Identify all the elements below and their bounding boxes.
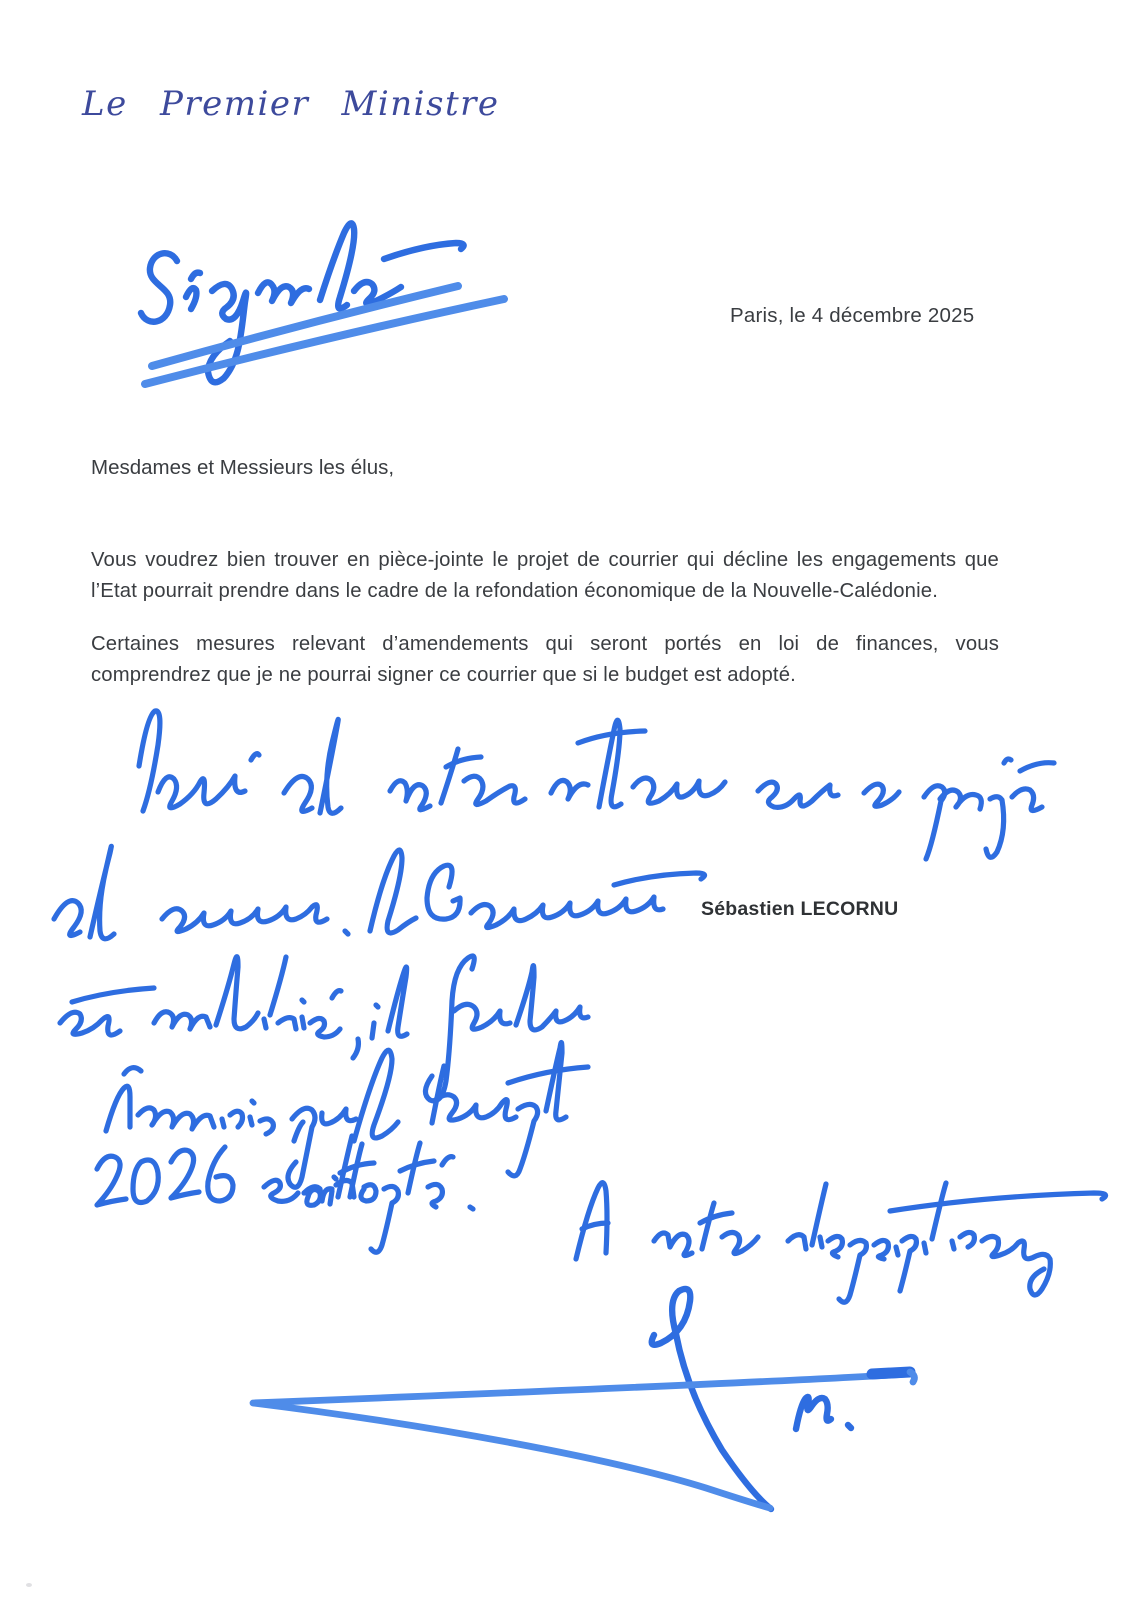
signer-name: Sébastien LECORNU [701, 898, 899, 920]
ink-stroke [848, 1425, 851, 1428]
ink-stroke [940, 790, 981, 809]
ink-stroke [332, 991, 341, 998]
ink-stroke [427, 865, 460, 919]
ink-stroke [54, 901, 81, 936]
ink-stroke [434, 1095, 516, 1120]
ink-stroke [154, 1012, 210, 1029]
ink-stroke [952, 1241, 954, 1249]
ink-stroke [310, 1018, 340, 1037]
ink-stroke [138, 1108, 214, 1129]
paragraph-2: Certaines mesures relevant d’amendements qui seront portés en loi de finances, vous comprendrez que je ne pourrai signer ce courrier que si le budget est adopté. [91, 633, 999, 686]
ink-stroke [353, 1039, 358, 1058]
ink-stroke [400, 1161, 434, 1171]
scan-artifact-dot [26, 1583, 32, 1587]
ink-stroke [191, 273, 200, 279]
ink-stroke [376, 1005, 378, 1007]
ink-stroke [446, 757, 481, 767]
signature [253, 1289, 914, 1509]
ink-stroke [722, 1232, 758, 1253]
ink-stroke [614, 873, 705, 885]
ink-stroke [454, 1004, 510, 1029]
ink-stroke [251, 754, 259, 760]
handwritten-note-line-2 [54, 846, 705, 939]
ink-stroke [820, 1237, 822, 1247]
handwritten-note-line-5 [97, 1122, 473, 1252]
ink-stroke [432, 1066, 444, 1123]
ink-stroke [633, 778, 725, 803]
ink-stroke [208, 284, 246, 382]
ink-stroke [408, 1143, 420, 1193]
ink-stroke [320, 223, 354, 308]
ink-stroke [900, 1236, 916, 1291]
ink-stroke [264, 1019, 266, 1028]
ink-stroke [302, 1017, 304, 1028]
ink-stroke [336, 1180, 354, 1197]
signale-stamp [141, 223, 504, 384]
ink-stroke [306, 1189, 320, 1205]
ink-stroke [932, 1183, 946, 1239]
ink-stroke [796, 1397, 831, 1429]
ink-stroke [508, 1067, 588, 1083]
ink-stroke [470, 1207, 473, 1209]
ink-stroke [258, 282, 309, 303]
ink-stroke [812, 1184, 826, 1245]
ink-stroke [1012, 789, 1042, 811]
ink-stroke [464, 776, 525, 804]
ink-stroke [162, 905, 327, 932]
ink-stroke [428, 1184, 442, 1207]
ink-stroke [302, 1000, 304, 1002]
ink-stroke [874, 1240, 888, 1259]
ink-stroke [652, 1289, 771, 1509]
ink-stroke [442, 1157, 453, 1165]
ink-stroke [345, 931, 348, 934]
ink-stroke [260, 1119, 273, 1134]
ink-stroke [508, 1104, 538, 1175]
ink-stroke [872, 1372, 910, 1374]
ink-stroke [390, 781, 430, 810]
ink-stroke [171, 1150, 199, 1198]
ink-stroke [322, 1109, 356, 1124]
ink-stroke [252, 1101, 254, 1103]
ink-stroke [384, 243, 464, 259]
ink-stroke [986, 797, 1004, 858]
handwritten-note-line-3 [60, 956, 588, 1101]
handwritten-note-line-6 [576, 1183, 1106, 1303]
ink-stroke [145, 299, 504, 384]
ink-stroke [372, 1023, 374, 1038]
ink-stroke [441, 749, 458, 803]
ink-stroke [250, 1117, 252, 1125]
ink-stroke [97, 1156, 126, 1205]
ink-stroke [230, 1111, 243, 1127]
ink-stroke [896, 1247, 898, 1255]
ink-stroke [304, 1187, 332, 1201]
ink-stroke [388, 967, 407, 1036]
ink-stroke [890, 1193, 1106, 1211]
ink-stroke [278, 1018, 296, 1029]
salutation: Mesdames et Messieurs les élus, [91, 456, 395, 479]
ink-stroke [828, 1236, 842, 1257]
ink-stroke [338, 1136, 352, 1197]
ink-stroke [1020, 763, 1054, 771]
ink-stroke [354, 1050, 398, 1141]
ink-stroke [133, 1160, 158, 1202]
ink-stroke [788, 1235, 806, 1249]
date-line: Paris, le 4 décembre 2025 [730, 304, 975, 327]
ink-stroke [576, 1183, 607, 1259]
ink-stroke [216, 957, 258, 1029]
ink-stroke [546, 1043, 566, 1120]
ink-stroke [354, 282, 401, 303]
ink-stroke [371, 1186, 398, 1252]
ink-stroke [425, 956, 474, 1101]
ink-stroke [253, 1374, 908, 1508]
ink-stroke [270, 957, 286, 1015]
ink-stroke [350, 1144, 362, 1197]
ink-stroke [1004, 759, 1011, 763]
ink-stroke [158, 776, 245, 808]
ink-stroke [516, 966, 588, 1030]
ink-stroke [330, 1191, 332, 1204]
ink-stroke [222, 1119, 224, 1127]
ink-stroke [139, 711, 160, 811]
ink-stroke [924, 1243, 926, 1253]
ink-stroke [839, 1240, 866, 1302]
ink-stroke [208, 1147, 233, 1201]
ink-stroke [284, 776, 312, 811]
ink-stroke [90, 846, 114, 939]
ink-stroke [72, 988, 154, 1002]
ink-stroke [141, 253, 177, 321]
ink-stroke [864, 784, 899, 806]
ink-stroke [599, 720, 621, 807]
ink-stroke [578, 731, 645, 743]
paragraph-1: Vous voudrez bien trouver en pièce-jointe le projet de courrier qui décline les engagements que l’Etat pourrait prendre dans le cadre de la refondation économique de la Nouvelle-Calédonie. [91, 549, 999, 602]
ink-stroke [960, 1232, 974, 1247]
handwritten-note-line-1 [139, 711, 1054, 859]
ink-stroke [702, 1203, 714, 1249]
letterhead: Le Premier Ministre [82, 84, 500, 124]
ink-stroke [264, 1180, 298, 1201]
ink-stroke [334, 1177, 336, 1179]
ink-stroke [700, 1213, 732, 1223]
ink-stroke [758, 782, 838, 807]
ink-stroke [320, 719, 341, 813]
ink-stroke [982, 1236, 1050, 1295]
ink-stroke [294, 1122, 303, 1141]
ink-stroke [551, 780, 588, 799]
ink-stroke [910, 1372, 914, 1382]
ink-stroke [654, 1233, 692, 1256]
ink-stroke [152, 286, 458, 366]
ink-stroke [361, 1185, 376, 1201]
ink-stroke [924, 786, 945, 859]
ink-stroke [124, 1068, 141, 1074]
ink-stroke [370, 850, 416, 933]
ink-stroke [106, 1086, 130, 1131]
ink-stroke [288, 1108, 315, 1187]
handwritten-note-line-4 [106, 1043, 588, 1188]
ink-stroke [582, 1223, 608, 1229]
ink-stroke [186, 288, 196, 309]
ink-stroke [471, 897, 663, 928]
ink-stroke [340, 1163, 374, 1173]
ink-stroke [60, 1012, 120, 1035]
